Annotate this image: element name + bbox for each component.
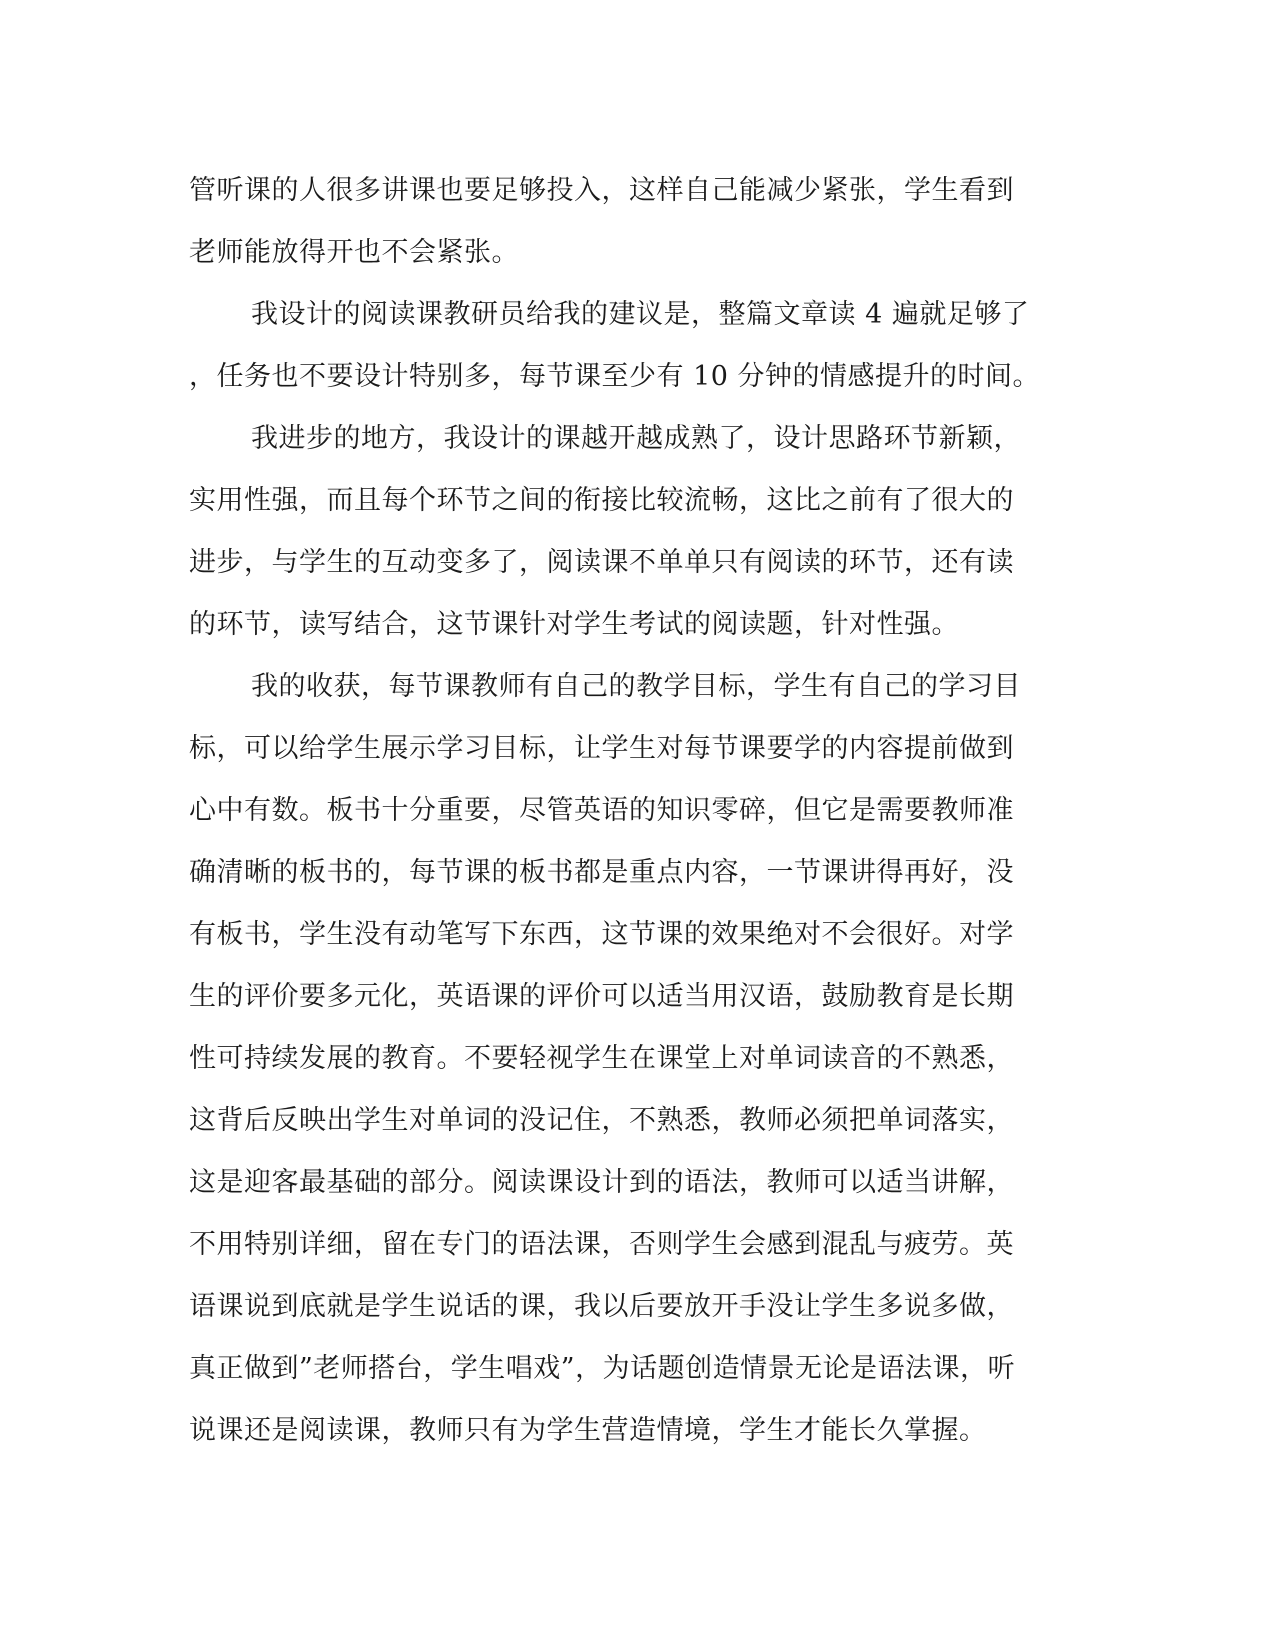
text-line: 的环节，读写结合，这节课针对学生考试的阅读题，针对性强。 [189, 609, 959, 640]
text-line: 生的评价要多元化，英语课的评价可以适当用汉语，鼓励教育是长期 [189, 981, 1014, 1012]
text-line: ，任务也不要设计特别多，每节课至少有 10 分钟的情感提升的时间。 [189, 361, 1041, 392]
text-line: 实用性强，而且每个环节之间的衔接比较流畅，这比之前有了很大的 [189, 485, 1014, 516]
text-line: 这是迎客最基础的部分。阅读课设计到的语法，教师可以适当讲解， [189, 1167, 1014, 1198]
text-line: 不用特别详细，留在专门的语法课，否则学生会感到混乱与疲劳。英 [189, 1229, 1014, 1260]
text-line: 进步，与学生的互动变多了，阅读课不单单只有阅读的环节，还有读 [189, 547, 1014, 578]
text-line: 性可持续发展的教育。不要轻视学生在课堂上对单词读音的不熟悉， [189, 1043, 1014, 1074]
text-line: 说课还是阅读课，教师只有为学生营造情境，学生才能长久掌握。 [189, 1415, 987, 1446]
text-line: 我进步的地方，我设计的课越开越成熟了，设计思路环节新颖， [251, 423, 1021, 454]
text-line: 管听课的人很多讲课也要足够投入，这样自己能减少紧张，学生看到 [189, 175, 1014, 206]
text-line: 确清晰的板书的，每节课的板书都是重点内容，一节课讲得再好，没 [189, 857, 1014, 888]
text-line: 有板书，学生没有动笔写下东西，这节课的效果绝对不会很好。对学 [189, 919, 1014, 950]
text-line: 这背后反映出学生对单词的没记住，不熟悉，教师必须把单词落实， [189, 1105, 1014, 1136]
document-body [189, 160, 1089, 1462]
text-line: 心中有数。板书十分重要，尽管英语的知识零碎，但它是需要教师准 [189, 795, 1014, 826]
text-line: 语课说到底就是学生说话的课，我以后要放开手没让学生多说多做， [189, 1291, 1014, 1322]
text-line: 真正做到”老师搭台，学生唱戏”，为话题创造情景无论是语法课，听 [189, 1353, 1016, 1384]
text-line: 我的收获，每节课教师有自己的教学目标，学生有自己的学习目 [251, 671, 1021, 702]
text-line: 标，可以给学生展示学习目标，让学生对每节课要学的内容提前做到 [189, 733, 1014, 764]
text-line: 我设计的阅读课教研员给我的建议是，整篇文章读 4 遍就足够了 [251, 299, 1030, 330]
text-line: 老师能放得开也不会紧张。 [189, 237, 519, 268]
